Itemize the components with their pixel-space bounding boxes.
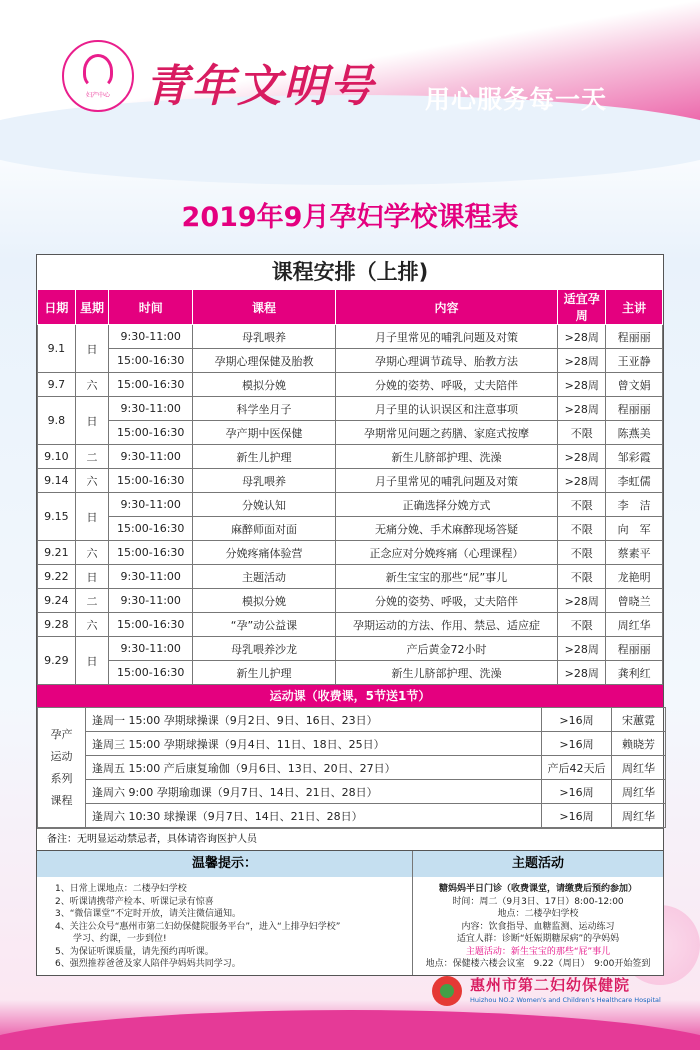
tip-item: 5、为保证听课质量，请先预约再听课。	[55, 946, 214, 957]
table-row	[38, 589, 663, 613]
date-cell: 9.1	[38, 325, 76, 373]
week-cell: >28周	[558, 373, 606, 397]
column-header: 课程	[193, 290, 336, 325]
week-cell: 不限	[558, 613, 606, 637]
table-row	[38, 325, 663, 349]
time-cell: 15:00-16:30	[109, 517, 193, 541]
tip-item: 4、关注公众号“惠州市第二妇幼保健院服务平台”，进入“上排孕妇学校”	[55, 921, 341, 932]
week-cell: 产后42天后	[542, 756, 612, 780]
weekday-cell: 日	[75, 637, 109, 685]
table-row	[38, 397, 663, 421]
activity-details	[413, 877, 663, 975]
content-cell: 新生宝宝的那些“屁”事儿	[335, 565, 557, 589]
weekday-cell: 二	[75, 589, 109, 613]
activity-line: 内容：饮食指导、血糖监测、运动练习	[461, 921, 615, 932]
time-cell: 15:00-16:30	[109, 421, 193, 445]
activity-line: 时间：周二（9月3日、17日）8:00-12:00	[452, 896, 624, 907]
exercise-row	[38, 804, 666, 828]
time-cell: 15:00-16:30	[109, 541, 193, 565]
speaker-cell: 王亚静	[606, 349, 663, 373]
table-row	[38, 445, 663, 469]
content-cell: 新生儿脐部护理、洗澡	[335, 661, 557, 685]
content-cell: 正念应对分娩疼痛（心理课程）	[335, 541, 557, 565]
brand-title: 青年文明号	[145, 61, 375, 112]
course-cell: 母乳喂养沙龙	[193, 637, 336, 661]
hospital-name-en: Huizhou NO.2 Women's and Children's Healthcare Hospital	[470, 996, 661, 1004]
speaker-cell: 宋蕙霓	[612, 708, 666, 732]
week-cell: >16周	[542, 732, 612, 756]
page-title: 2019年9月孕妇学校课程表	[181, 202, 519, 233]
speaker-cell: 蔡素平	[606, 541, 663, 565]
week-cell: >16周	[542, 780, 612, 804]
table-row	[38, 421, 663, 445]
footer-curve	[0, 1010, 700, 1050]
content-cell: 分娩的姿势、呼吸，丈夫陪伴	[335, 373, 557, 397]
speaker-cell: 龙艳明	[606, 565, 663, 589]
table-row	[38, 349, 663, 373]
speaker-cell: 李 洁	[606, 493, 663, 517]
exercise-header: 运动课（收费课，5节送1节）	[37, 685, 663, 707]
speaker-cell: 周红华	[612, 780, 666, 804]
exercise-row	[38, 708, 666, 732]
content-cell: 孕期心理调节疏导、胎教方法	[335, 349, 557, 373]
time-cell: 9:30-11:00	[109, 589, 193, 613]
weekday-cell: 六	[75, 613, 109, 637]
speaker-cell: 李虹儒	[606, 469, 663, 493]
exercise-row	[38, 780, 666, 804]
week-cell: >28周	[558, 397, 606, 421]
table-row	[38, 493, 663, 517]
exercise-row	[38, 732, 666, 756]
course-cell: 孕期心理保健及胎教	[193, 349, 336, 373]
speaker-cell: 赖晓芳	[612, 732, 666, 756]
table-row	[38, 565, 663, 589]
activity-line: 适宜人群：诊断“妊娠期糖尿病”的孕妈妈	[456, 934, 620, 944]
content-cell: 孕期运动的方法、作用、禁忌、适应症	[335, 613, 557, 637]
table-row	[38, 517, 663, 541]
course-cell: 模拟分娩	[193, 589, 336, 613]
speaker-cell: 程丽丽	[606, 397, 663, 421]
hospital-name: 惠州市第二妇幼保健院	[470, 976, 631, 994]
tip-item: 3、“微信课堂”不定时开放，请关注微信通知。	[55, 909, 242, 919]
exercise-text: 逢周三 15:00 孕期球操课（9月4日、11日、18日、25日）	[86, 732, 542, 756]
activity-line: 地点：保健楼六楼会议室 9.22（周日） 9:00开始签到	[425, 959, 651, 969]
time-cell: 15:00-16:30	[109, 469, 193, 493]
week-cell: 不限	[558, 493, 606, 517]
table-row	[38, 469, 663, 493]
column-header: 适宜孕周	[558, 290, 606, 325]
date-cell: 9.15	[38, 493, 76, 541]
exercise-body	[38, 708, 666, 828]
time-cell: 9:30-11:00	[109, 565, 193, 589]
exercise-text: 逢周五 15:00 产后康复瑜伽（9月6日、13日、20日、27日）	[86, 756, 542, 780]
week-cell: >16周	[542, 708, 612, 732]
weekday-cell: 日	[75, 325, 109, 373]
date-cell: 9.22	[38, 565, 76, 589]
speaker-cell: 龚利红	[606, 661, 663, 685]
time-cell: 9:30-11:00	[109, 325, 193, 349]
date-cell: 9.29	[38, 637, 76, 685]
content-cell: 产后黄金72小时	[335, 637, 557, 661]
content-cell: 月子里常见的哺乳问题及对策	[335, 469, 557, 493]
week-cell: >28周	[558, 637, 606, 661]
slogan: 用心服务每一天	[425, 85, 608, 114]
course-cell: 分娩疼痛体验营	[193, 541, 336, 565]
panel-title: 课程安排（上排)	[271, 260, 429, 284]
week-cell: >28周	[558, 349, 606, 373]
hospital-footer	[432, 972, 682, 1012]
side-label-line: 课程	[50, 793, 73, 807]
time-cell: 15:00-16:30	[109, 349, 193, 373]
bottom-info	[37, 850, 663, 975]
table-row	[38, 661, 663, 685]
course-cell: 分娩认知	[193, 493, 336, 517]
time-cell: 15:00-16:30	[109, 661, 193, 685]
schedule-table	[37, 289, 663, 685]
activity-line: 糖妈妈半日门诊（收费课堂，请缴费后预约参加）	[438, 884, 637, 894]
course-cell: 新生儿护理	[193, 445, 336, 469]
week-cell: >28周	[558, 589, 606, 613]
speaker-cell: 曾晓兰	[606, 589, 663, 613]
weekday-cell: 六	[75, 373, 109, 397]
exercise-side-label	[38, 708, 86, 828]
speaker-cell: 程丽丽	[606, 325, 663, 349]
course-cell: 科学坐月子	[193, 397, 336, 421]
column-header: 日期	[38, 290, 76, 325]
column-header: 内容	[335, 290, 557, 325]
weekday-cell: 日	[75, 493, 109, 541]
week-cell: >28周	[558, 661, 606, 685]
time-cell: 9:30-11:00	[109, 637, 193, 661]
date-cell: 9.28	[38, 613, 76, 637]
tips-list	[37, 877, 412, 975]
week-cell: >28周	[558, 325, 606, 349]
weekday-cell: 日	[75, 397, 109, 445]
swan-icon	[83, 54, 113, 88]
date-cell: 9.21	[38, 541, 76, 565]
side-label-line: 孕产	[50, 727, 73, 741]
time-cell: 15:00-16:30	[109, 613, 193, 637]
column-header: 星期	[75, 290, 109, 325]
course-cell: 麻醉师面对面	[193, 517, 336, 541]
time-cell: 9:30-11:00	[109, 445, 193, 469]
date-cell: 9.14	[38, 469, 76, 493]
content-cell: 月子里常见的哺乳问题及对策	[335, 325, 557, 349]
hospital-logo-icon	[432, 976, 462, 1006]
content-cell: 正确选择分娩方式	[335, 493, 557, 517]
weekday-cell: 六	[75, 469, 109, 493]
course-cell: 母乳喂养	[193, 469, 336, 493]
schedule-body	[38, 325, 663, 685]
weekday-cell: 二	[75, 445, 109, 469]
content-cell: 分娩的姿势、呼吸，丈夫陪伴	[335, 589, 557, 613]
date-cell: 9.7	[38, 373, 76, 397]
table-header-row	[38, 290, 663, 325]
exercise-note: 备注：无明显运动禁忌者，具体请咨询医护人员	[37, 828, 663, 850]
date-cell: 9.24	[38, 589, 76, 613]
week-cell: 不限	[558, 517, 606, 541]
course-cell: 新生儿护理	[193, 661, 336, 685]
content-cell: 无痛分娩、手术麻醉现场答疑	[335, 517, 557, 541]
speaker-cell: 周红华	[612, 756, 666, 780]
course-cell: 主题活动	[193, 565, 336, 589]
activity-header: 主题活动	[413, 851, 663, 877]
time-cell: 9:30-11:00	[109, 397, 193, 421]
speaker-cell: 程丽丽	[606, 637, 663, 661]
content-cell: 新生儿脐部护理、洗澡	[335, 445, 557, 469]
course-cell: 模拟分娩	[193, 373, 336, 397]
date-cell: 9.8	[38, 397, 76, 445]
table-row	[38, 637, 663, 661]
week-cell: >28周	[558, 445, 606, 469]
speaker-cell: 周红华	[612, 804, 666, 828]
table-row	[38, 613, 663, 637]
exercise-text: 逢周六 9:00 孕期瑜珈课（9月7日、14日、21日、28日）	[86, 780, 542, 804]
speaker-cell: 周红华	[606, 613, 663, 637]
column-header: 主讲	[606, 290, 663, 325]
speaker-cell: 陈燕美	[606, 421, 663, 445]
speaker-cell: 向 军	[606, 517, 663, 541]
tip-item: 学习、约课，一步到位!	[55, 934, 167, 944]
brand-logo	[62, 40, 134, 112]
week-cell: 不限	[558, 421, 606, 445]
activity-box	[413, 851, 663, 975]
exercise-text: 逢周六 10:30 球操课（9月7日、14日、21日、28日）	[86, 804, 542, 828]
tips-box	[37, 851, 413, 975]
table-row	[38, 541, 663, 565]
speaker-cell: 邹彩霞	[606, 445, 663, 469]
weekday-cell: 六	[75, 541, 109, 565]
side-label-line: 运动	[50, 749, 73, 763]
week-cell: 不限	[558, 565, 606, 589]
time-cell: 9:30-11:00	[109, 493, 193, 517]
weekday-cell: 日	[75, 565, 109, 589]
course-cell: 母乳喂养	[193, 325, 336, 349]
tip-item: 1、日常上课地点：二楼孕妇学校	[55, 884, 187, 894]
content-cell: 孕期常见问题之药膳、家庭式按摩	[335, 421, 557, 445]
activity-line: 地点：二楼孕妇学校	[497, 909, 579, 919]
schedule-panel	[36, 254, 664, 976]
exercise-text: 逢周一 15:00 孕期球操课（9月2日、9日、16日、23日）	[86, 708, 542, 732]
table-row	[38, 373, 663, 397]
logo-caption: 妇产中心	[85, 91, 110, 99]
week-cell: >16周	[542, 804, 612, 828]
exercise-table	[37, 707, 666, 828]
date-cell: 9.10	[38, 445, 76, 469]
speaker-cell: 曾文娟	[606, 373, 663, 397]
side-label-line: 系列	[50, 771, 73, 785]
tip-item: 2、听课请携带产检本、听课记录有惊喜	[55, 896, 214, 907]
content-cell: 月子里的认识误区和注意事项	[335, 397, 557, 421]
week-cell: >28周	[558, 469, 606, 493]
week-cell: 不限	[558, 541, 606, 565]
activity-line: 主题活动：新生宝宝的那些“屁”事儿	[465, 946, 611, 957]
course-cell: 孕产期中医保健	[193, 421, 336, 445]
tips-header: 温馨提示：	[37, 851, 412, 877]
column-header: 时间	[109, 290, 193, 325]
tip-item: 6、强烈推荐爸爸及家人陪伴孕妈妈共同学习。	[55, 959, 241, 969]
time-cell: 15:00-16:30	[109, 373, 193, 397]
exercise-row	[38, 756, 666, 780]
course-cell: “孕”动公益课	[193, 613, 336, 637]
